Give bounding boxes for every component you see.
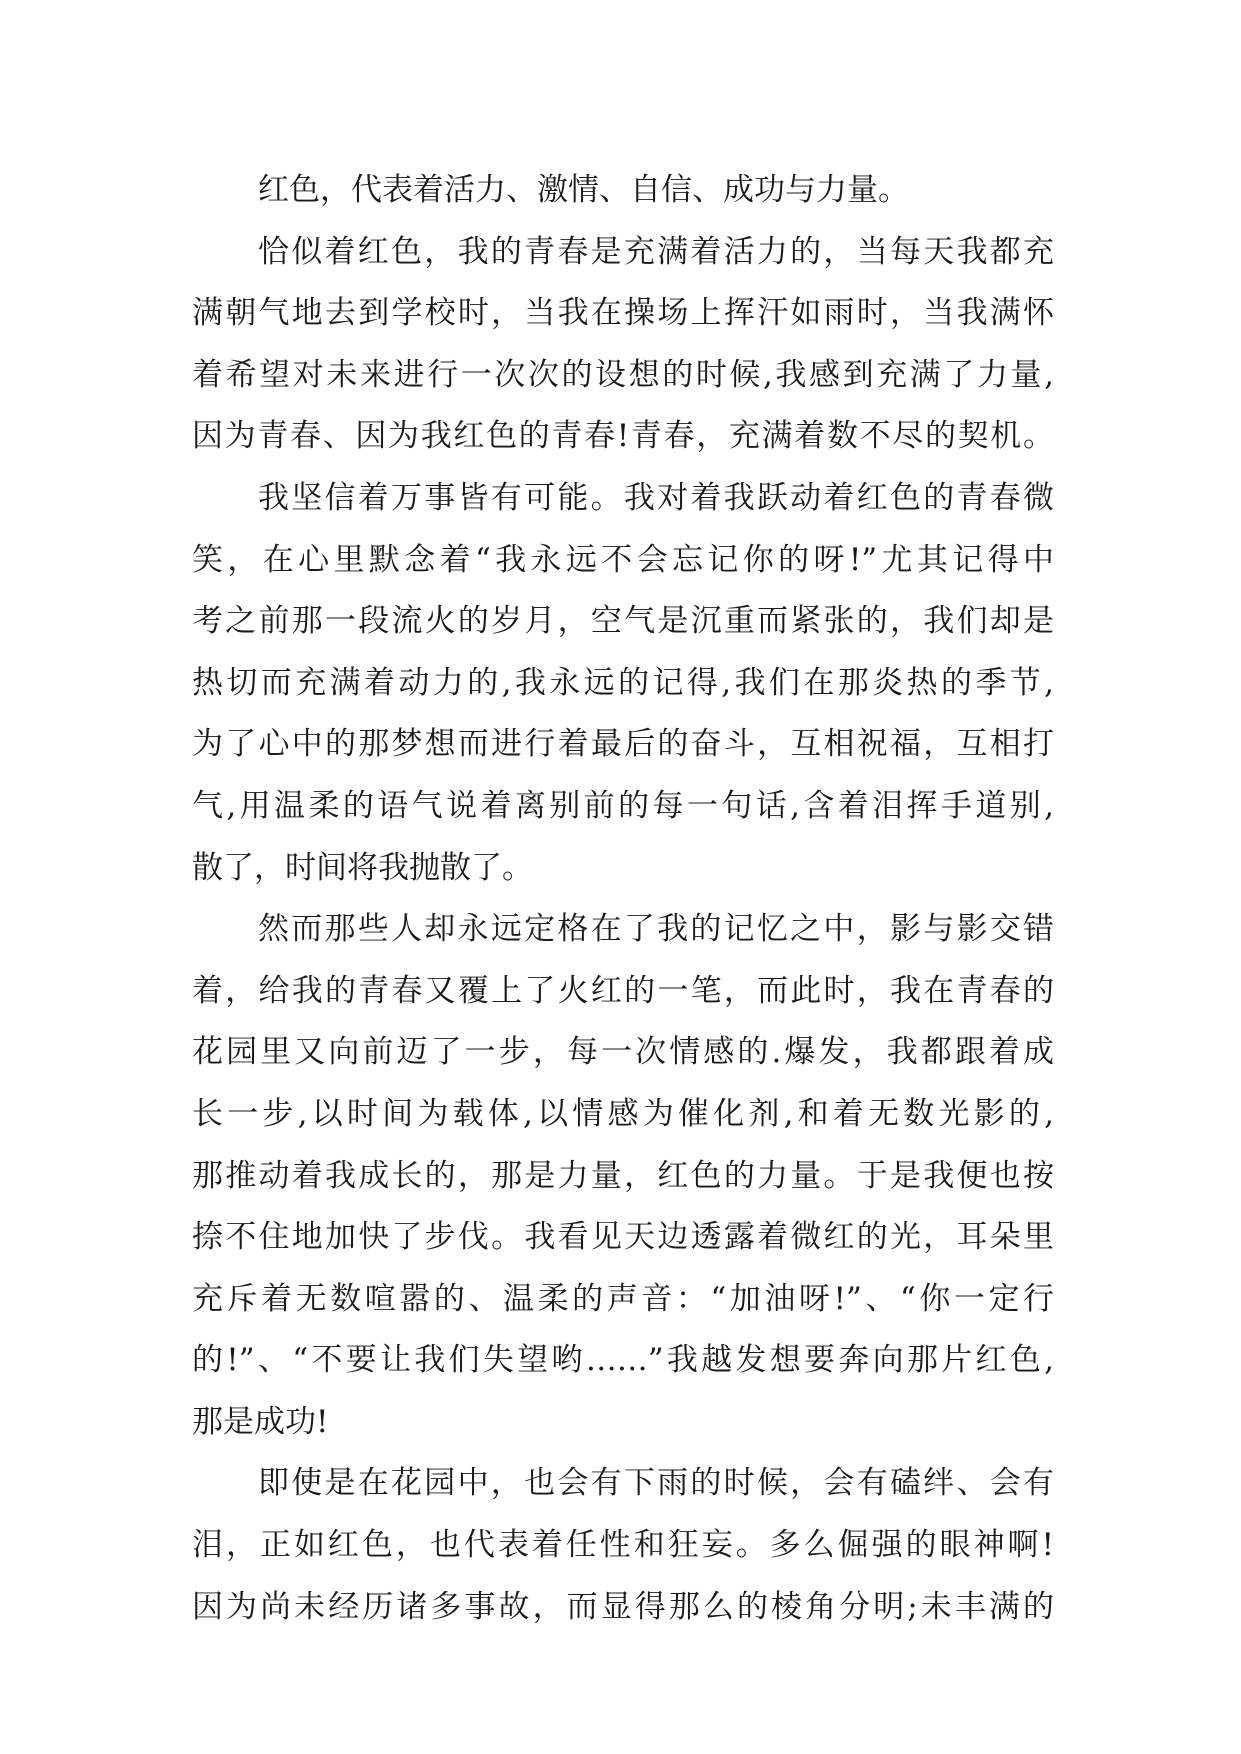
paragraph-line: 着希望对未来进行一次次的设想的时候,我感到充满了力量,	[192, 356, 1054, 393]
paragraph-line: 那推动着我成长的，那是力量，红色的力量。于是我便也按	[192, 1157, 1054, 1194]
paragraph-line: 捺不住地加快了步伐。我看见天边透露着微红的光，耳朵里	[192, 1219, 1054, 1256]
paragraph-line: 然而那些人却永远定格在了我的记忆之中，影与影交错	[258, 911, 1054, 948]
paragraph-line: 满朝气地去到学校时，当我在操场上挥汗如雨时，当我满怀	[192, 295, 1054, 332]
paragraph-line: 笑，在心里默念着“我永远不会忘记你的呀!”尤其记得中	[192, 541, 1054, 578]
paragraph-line: 着，给我的青春又覆上了火红的一笔，而此时，我在青春的	[192, 972, 1054, 1009]
paragraph-line: 气,用温柔的语气说着离别前的每一句话,含着泪挥手道别,	[192, 787, 1054, 824]
paragraph-line: 为了心中的那梦想而进行着最后的奋斗，互相祝福，互相打	[192, 726, 1054, 763]
paragraph-line: 因为尚未经历诸多事故，而显得那么的棱角分明;未丰满的	[192, 1588, 1054, 1625]
paragraph-line: 的!”、“不要让我们失望哟……”我越发想要奔向那片红色,	[192, 1342, 1054, 1379]
paragraph-line: 泪，正如红色，也代表着任性和狂妄。多么倔强的眼神啊!	[192, 1527, 1054, 1564]
paragraph-line: 散了，时间将我抛散了。	[192, 849, 533, 886]
paragraph-line: 考之前那一段流火的岁月，空气是沉重而紧张的，我们却是	[192, 603, 1054, 640]
paragraph-line: 红色，代表着活力、激情、自信、成功与力量。	[258, 172, 909, 208]
paragraph-line: 充斥着无数喧嚣的、温柔的声音：“加油呀!”、“你一定行	[192, 1280, 1054, 1317]
paragraph-line: 那是成功!	[192, 1403, 329, 1440]
paragraph-line: 恰似着红色，我的青春是充满着活力的，当每天我都充	[258, 233, 1054, 270]
paragraph-line: 我坚信着万事皆有可能。我对着我跃动着红色的青春微	[258, 479, 1054, 516]
paragraph-line: 因为青春、因为我红色的青春!青春，充满着数不尽的契机。	[192, 418, 1054, 455]
essay-body	[192, 160, 1054, 1638]
paragraph-line: 热切而充满着动力的,我永远的记得,我们在那炎热的季节,	[192, 664, 1054, 701]
paragraph-line: 长一步,以时间为载体,以情感为催化剂,和着无数光影的,	[192, 1095, 1054, 1132]
paragraph-line: 即使是在花园中，也会有下雨的时候，会有磕绊、会有	[258, 1465, 1054, 1502]
paragraph-line: 花园里又向前迈了一步，每一次情感的.爆发，我都跟着成	[192, 1034, 1054, 1071]
